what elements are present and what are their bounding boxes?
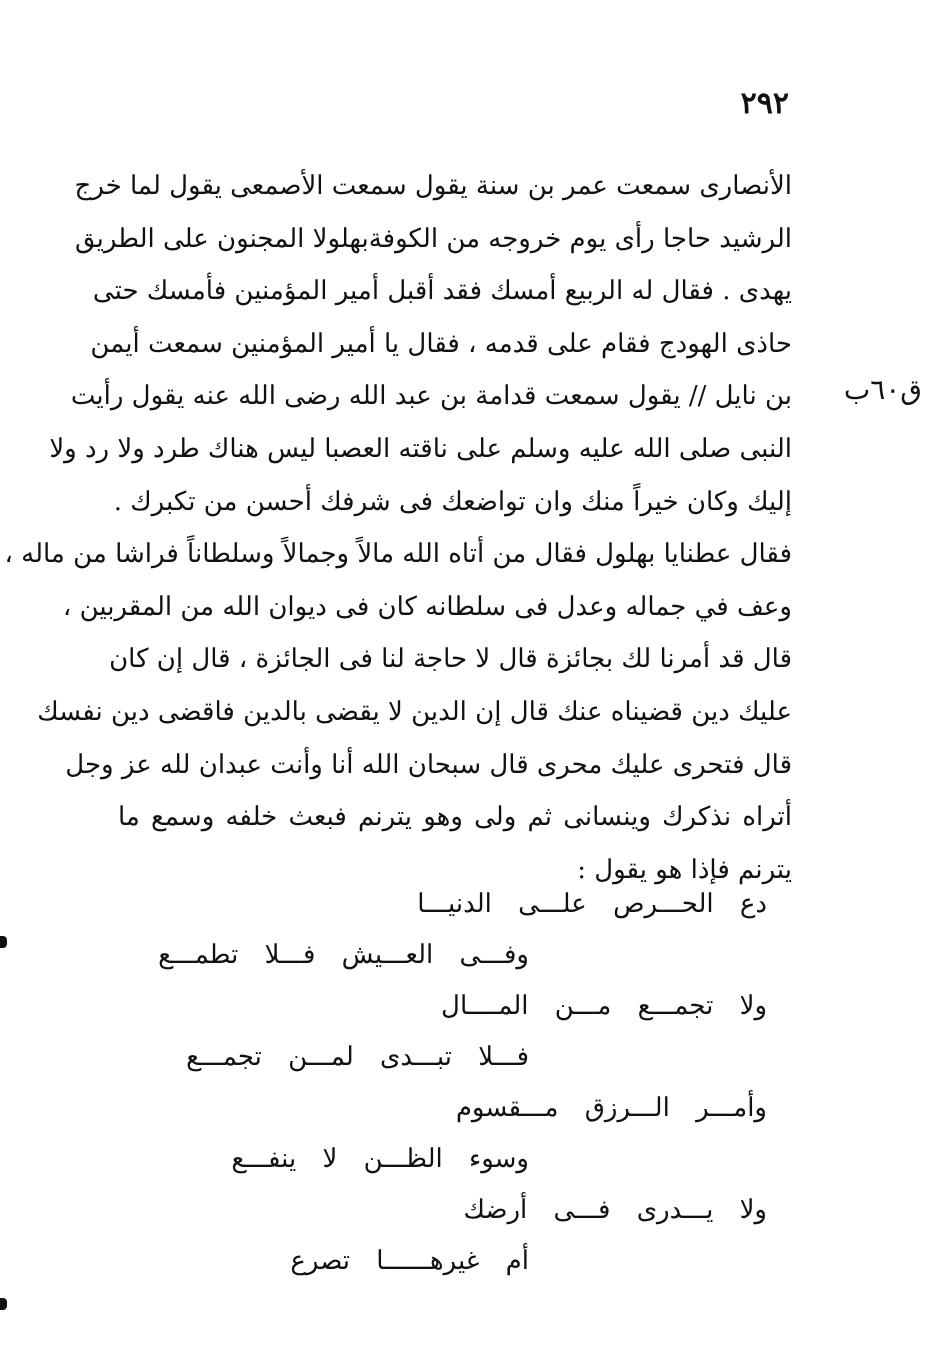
prose-line: قال فتحرى عليك محرى قال سبحان الله أنا وأنت عبدان لله عز وجل	[65, 749, 792, 780]
prose-line: عليك دين قضيناه عنك قال إن الدين لا يقضى بالدين فاقضى دين نفسك	[37, 696, 792, 727]
verse-first-half: وأمـــر الـــرزق مـــقسوم	[455, 1093, 767, 1123]
prose-line: يهدى . فقال له الربيع أمسك فقد أقبل أمير المؤمنين فأمسك حتى	[92, 276, 792, 307]
verse-second-half: أم غيرهــــــا تصرع	[290, 1246, 529, 1276]
prose-line: يترنم فإذا هو يقول :	[577, 854, 792, 885]
verse-second-half: وفـــى العـــيش فـــلا تطمـــع	[158, 940, 529, 970]
prose-line: حاذى الهودج فقام على قدمه ، فقال يا أمير المؤمنين سمعت أيمن	[90, 328, 792, 359]
scan-edge-mark	[0, 936, 7, 948]
prose-body	[4, 160, 792, 896]
prose-line: أتراه نذكرك وينسانى ثم ولى وهو يترنم فبعث خلفه وسمع ما	[118, 802, 792, 833]
prose-line: الرشيد حاجا رأى يوم خروجه من الكوفةبهلولا المجنون على الطريق	[75, 223, 792, 254]
verse-first-half: ولا تجمـــع مـــن المــــال	[441, 991, 767, 1021]
verse-second-half: وسوء الظـــن لا ينفـــع	[231, 1144, 529, 1174]
prose-line: إليك وكان خيراً منك وان تواضعك فى شرفك أحسن من تكبرك .	[113, 486, 792, 517]
verse-second-half: فـــلا تبـــدى لمـــن تجمـــع	[186, 1042, 529, 1072]
verse-first-half: دع الحـــرص علـــى الدنيـــا	[417, 889, 767, 919]
prose-line: قال قد أمرنا لك بجائزة قال لا حاجة لنا فى الجائزة ، قال إن كان	[109, 644, 792, 675]
verse-first-half: ولا يـــدرى فـــى أرضك	[463, 1195, 767, 1225]
prose-line: الأنصارى سمعت عمر بن سنة يقول سمعت الأصمعى يقول لما خرج	[74, 171, 792, 201]
scan-edge-mark	[0, 1298, 7, 1310]
prose-line: النبى صلى الله عليه وسلم على ناقته العصبا ليس هناك طرد ولا رد ولا	[49, 433, 792, 464]
prose-line: بن نايل // يقول سمعت قدامة بن عبد الله رضى الله عنه يقول رأيت	[70, 381, 792, 412]
prose-line: وعف في جماله وعدل فى سلطانه كان فى ديوان الله من المقربين ،	[62, 591, 792, 622]
page-number: ٢٩٢	[740, 86, 789, 121]
prose-line: فقال عطنايا بهلول فقال من أتاه الله مالاً وجمالاً وسلطاناً فراشا من ماله ،	[4, 539, 792, 570]
margin-note: ق٦٠ب	[843, 373, 922, 406]
